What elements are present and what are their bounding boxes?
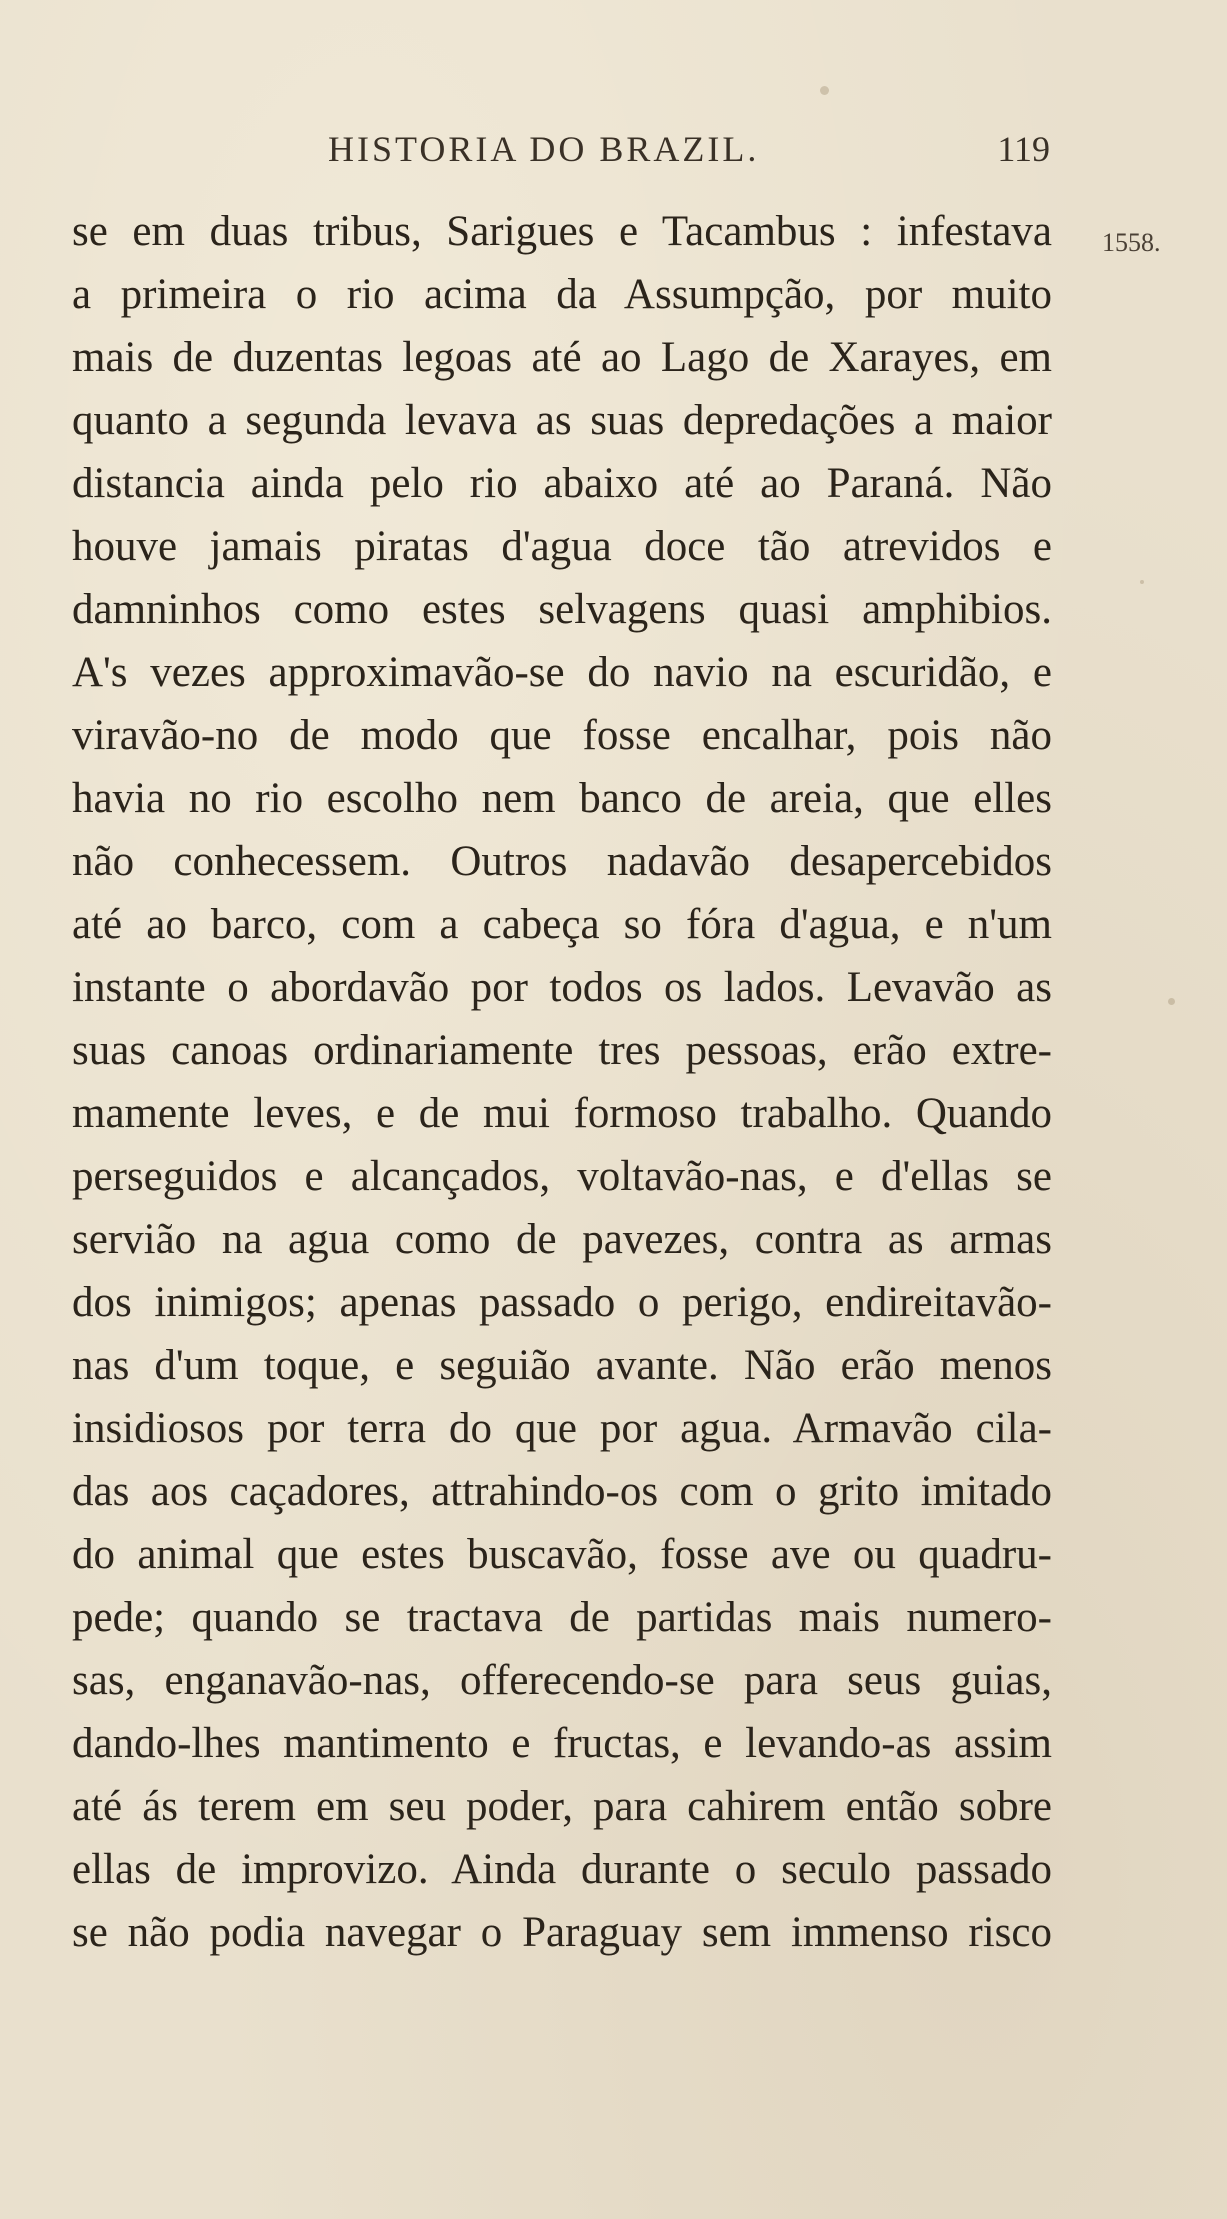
text-line: insidiosos por terra do que por agua. Armavão cila- [72,1405,1052,1452]
text-line: viravão-no de modo que fosse encalhar, pois não [72,712,1052,759]
text-line: distancia ainda pelo rio abaixo até ao Paraná. Não [72,460,1052,507]
text-line: servião na agua como de pavezes, contra as armas [72,1216,1052,1263]
text-line: sas, enganavão-nas, offerecendo-se para seus guias, [72,1657,1052,1704]
text-line: não conhecessem. Outros nadavão desapercebidos [72,838,1052,885]
paper-speck [1140,580,1144,584]
page-number: 119 [997,129,1050,169]
text-line: pede; quando se tractava de partidas mais numero- [72,1594,1052,1641]
text-line: se não podia navegar o Paraguay sem immenso risco [72,1909,1052,1956]
body-text [72,200,1052,1964]
paper-speck [820,86,829,95]
text-line: até ás terem em seu poder, para cahirem então sobre [72,1783,1052,1830]
text-line: das aos caçadores, attrahindo-os com o grito imitado [72,1468,1052,1515]
text-line: do animal que estes buscavão, fosse ave ou quadru- [72,1531,1052,1578]
paper-speck [1168,998,1175,1005]
text-line: houve jamais piratas d'agua doce tão atrevidos e [72,523,1052,570]
text-line: mais de duzentas legoas até ao Lago de Xarayes, em [72,334,1052,381]
text-line: se em duas tribus, Sarigues e Tacambus : infestava [72,208,1052,255]
text-line: dando-lhes mantimento e fructas, e levando-as assim [72,1720,1052,1767]
text-line: damninhos como estes selvagens quasi amphibios. [72,586,1052,633]
text-line: até ao barco, com a cabeça so fóra d'agua, e n'um [72,901,1052,948]
text-line: quanto a segunda levava as suas depredações a maior [72,397,1052,444]
margin-year-note: 1558. [1102,228,1161,257]
text-line: dos inimigos; apenas passado o perigo, endireitavão- [72,1279,1052,1326]
text-line: havia no rio escolho nem banco de areia, que elles [72,775,1052,822]
text-line: mamente leves, e de mui formoso trabalho. Quando [72,1090,1052,1137]
page-header [70,128,1050,178]
text-line: perseguidos e alcançados, voltavão-nas, e d'ellas se [72,1153,1052,1200]
text-line: suas canoas ordinariamente tres pessoas, erão extre- [72,1027,1052,1074]
text-line: nas d'um toque, e seguião avante. Não erão menos [72,1342,1052,1389]
text-line: A's vezes approximavão-se do navio na escuridão, e [72,649,1052,696]
text-line: a primeira o rio acima da Assumpção, por muito [72,271,1052,318]
text-line: ellas de improvizo. Ainda durante o seculo passado [72,1846,1052,1893]
running-title: HISTORIA DO BRAZIL. [328,129,760,169]
text-line: instante o abordavão por todos os lados. Levavão as [72,964,1052,1011]
